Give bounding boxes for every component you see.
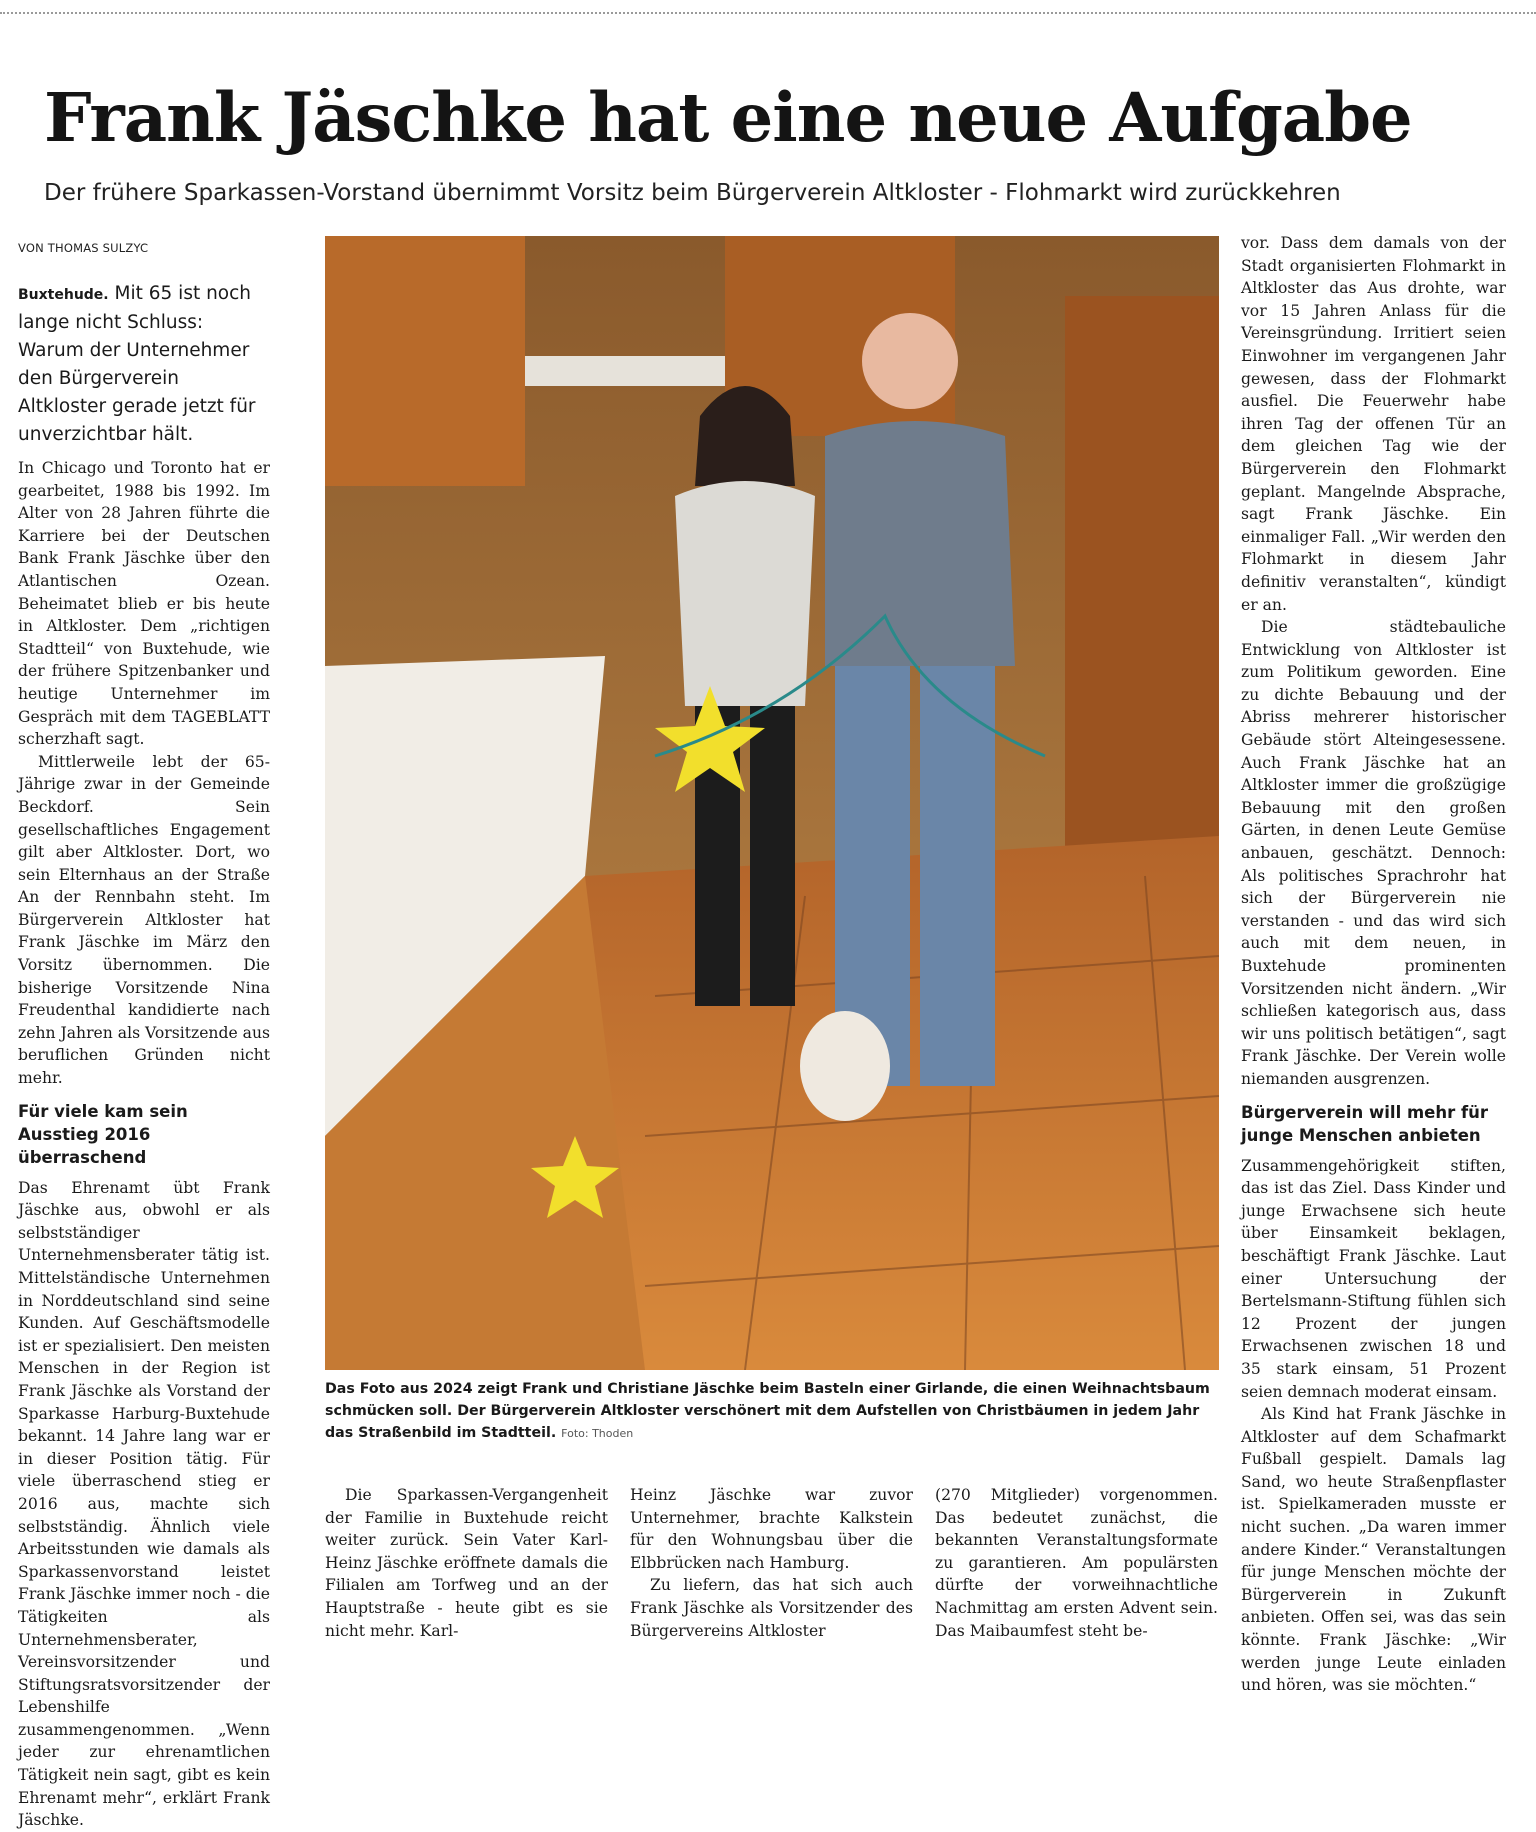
column-5 <box>1241 232 1506 1697</box>
headline: Frank Jäschke hat eine neue Aufgabe <box>44 78 1412 157</box>
column-3-bottom <box>630 1484 913 1642</box>
column-1 <box>18 280 270 1832</box>
paragraph: Heinz Jäschke war zuvor Unternehmer, brachte Kalkstein für den Wohnungsbau über die Elbbrücken nach Hamburg. <box>630 1486 913 1572</box>
paragraph: In Chicago und Toronto hat er gearbeitet, 1988 bis 1992. Im Alter von 28 Jahren führte die Karriere bei der Deutschen Bank Frank Jäschke über den Atlantischen Ozean. Beheimatet blieb er bis heute in Altkloster. Dem „richtigen Stadtteil“ von Buxtehude, wie der frühere Spitzenbanker und heutige Unternehmer im Gespräch mit dem TAGEBLATT scherzhaft sagt. <box>18 459 270 749</box>
paragraph: Zu liefern, das hat sich auch Frank Jäschke als Vorsitzender des Bürgervereins Altkloster <box>630 1576 913 1640</box>
byline: VON THOMAS SULZYC <box>18 241 149 255</box>
paragraph: Zusammengehörigkeit stiften, das ist das Ziel. Dass Kinder und junge Erwachsene sich heute über Einsamkeit beklagen, beschäftigt Frank Jäschke. Laut einer Untersuchung der Bertelsmann-Stiftung fühlen sich 12 Prozent der jungen Erwachsenen zwischen 18 und 35 stark einsam, 51 Prozent seien demnach moderat einsam. <box>1241 1156 1506 1401</box>
column-2-bottom <box>325 1484 608 1642</box>
paper-hand <box>800 1011 890 1121</box>
paragraph: Das Ehrenamt übt Frank Jäschke aus, obwohl er als selbstständiger Unternehmensberater tätig ist. Mittelständische Unternehmen in Norddeutschland sind seine Kunden. Auf Geschäftsmodelle ist er spezialisiert. Den meisten Menschen in der Region ist Frank Jäschke als Vorstand der Sparkasse Harburg-Buxtehude bekannt. 14 Jahre lang war er in dieser Position tätig. Für viele überraschend stieg er 2016 aus, machte sich selbstständig. Ähnlich viele Arbeitsstunden wie damals als Sparkassenvorstand leistet Frank Jäschke immer noch - die Tätigkeiten als Unternehmensberater, Vereinsvorsitzender und Stiftungsratsvorsitzender der Lebenshilfe zusammengenommen. „Wenn jeder zur ehrenamtlichen Tätigkeit nein sagt, gibt es kein Ehrenamt mehr“, erklärt Frank Jäschke. <box>18 1178 270 1830</box>
paragraph: vor. Dass dem damals von der Stadt organisierten Flohmarkt in Altkloster das Aus drohte, war vor 15 Jahren Anlass für die Vereinsgründung. Irritiert seien Einwohner im vergangenen Jahr gewesen, dass der Flohmarkt ausfiel. Die Feuerwehr habe ihren Tag der offenen Tür an dem gleichen Tag wie der Bürgerverein den Flohmarkt geplant. Mangelnde Absprache, sagt Frank Jäschke. Ein einmaliger Fall. „Wir werden den Flohmarkt in diesem Jahr definitiv veranstalten“, kündigt er an. <box>1241 234 1506 614</box>
caption-text: Das Foto aus 2024 zeigt Frank und Christiane Jäschke beim Basteln einer Girlande, die einen Weihnachtsbaum schmücken soll. Der Bürgerverein Altkloster verschönert mit dem Aufstellen von Christbäumen in jedem Jahr das Straßenbild im Stadtteil. <box>325 1381 1210 1441</box>
subheading: Bürgerverein will mehr für junge Menschen anbieten <box>1241 1102 1489 1145</box>
column-4-bottom <box>935 1484 1218 1642</box>
photo-caption <box>325 1378 1219 1445</box>
lead-text: Mit 65 ist noch lange nicht Schluss: Warum der Unternehmer den Bürgerverein Altkloster gerade jetzt für unverzichtbar hält. <box>18 283 256 445</box>
top-dotted-rule <box>0 12 1536 14</box>
paragraph: Mittlerweile lebt der 65-Jährige zwar in der Gemeinde Beckdorf. Sein gesellschaftliches Engagement gilt aber Altkloster. Dort, wo sein Elternhaus an der Straße An der Rennbahn steht. Im Bürgerverein Altkloster hat Frank Jäschke im März den Vorsitz übernommen. Die bisherige Vorsitzende Nina Freudenthal kandidierte nach zehn Jahren als Vorsitzende aus beruflichen Gründen nicht mehr. <box>18 752 270 1088</box>
paragraph: Die Sparkassen-Vergangenheit der Familie in Buxtehude reicht weiter zurück. Sein Vater Karl-Heinz Jäschke eröffnete damals die Filialen am Torfweg und an der Hauptstraße - heute gibt es sie nicht mehr. Karl- <box>325 1486 608 1640</box>
photo-credit: Foto: Thoden <box>561 1427 634 1440</box>
paragraph: (270 Mitglieder) vorgenommen. Das bedeutet zunächst, die bekannten Veranstaltungsformate zu garantieren. Am populärsten dürfte der vorweihnachtliche Nachmittag am ersten Advent sein. Das Maibaumfest steht be- <box>935 1486 1218 1640</box>
photo-illustration <box>325 236 1219 1370</box>
subheading: Für viele kam sein Ausstieg 2016 überraschend <box>18 1101 188 1167</box>
dateline: Buxtehude. <box>18 287 109 303</box>
paragraph: Die städtebauliche Entwicklung von Altkloster ist zum Politikum geworden. Eine zu dichte Bebauung und der Abriss mehrerer historischer Gebäude stört Alteingesessene. Auch Frank Jäschke hat an Altkloster immer die großzügige Bebauung mit den großen Gärten, in denen Leute Gemüse anbauen, geschätzt. Dennoch: Als politisches Sprachrohr hat sich der Bürgerverein nie verstanden - und das wird sich auch mit dem neuen, in Buxtehude prominenten Vorsitzenden nicht ändern. „Wir schließen kategorisch aus, dass wir uns politisch betätigen“, sagt Frank Jäschke. Der Verein wolle niemanden ausgrenzen. <box>1241 618 1506 1088</box>
side-cabinet <box>1065 296 1219 896</box>
upper-cabinet <box>325 236 525 486</box>
lead-paragraph <box>18 280 270 449</box>
subheadline: Der frühere Sparkassen-Vorstand übernimmt Vorsitz beim Bürgerverein Altkloster - Flohmarkt wird zurückkehren <box>44 180 1341 206</box>
article-photo <box>325 236 1219 1370</box>
paragraph: Als Kind hat Frank Jäschke in Altkloster auf dem Schafmarkt Fußball gespielt. Damals lag Sand, wo heute Straßenpflaster ist. Spielkameraden musste er nicht suchen. „Da waren immer andere Kinder.“ Veranstaltungen für junge Menschen möchte der Bürgerverein in Zukunft anbieten. Offen sei, was das sein könnte. Frank Jäschke: „Wir werden junge Leute einladen und hören, was sie möchten.“ <box>1241 1405 1506 1695</box>
